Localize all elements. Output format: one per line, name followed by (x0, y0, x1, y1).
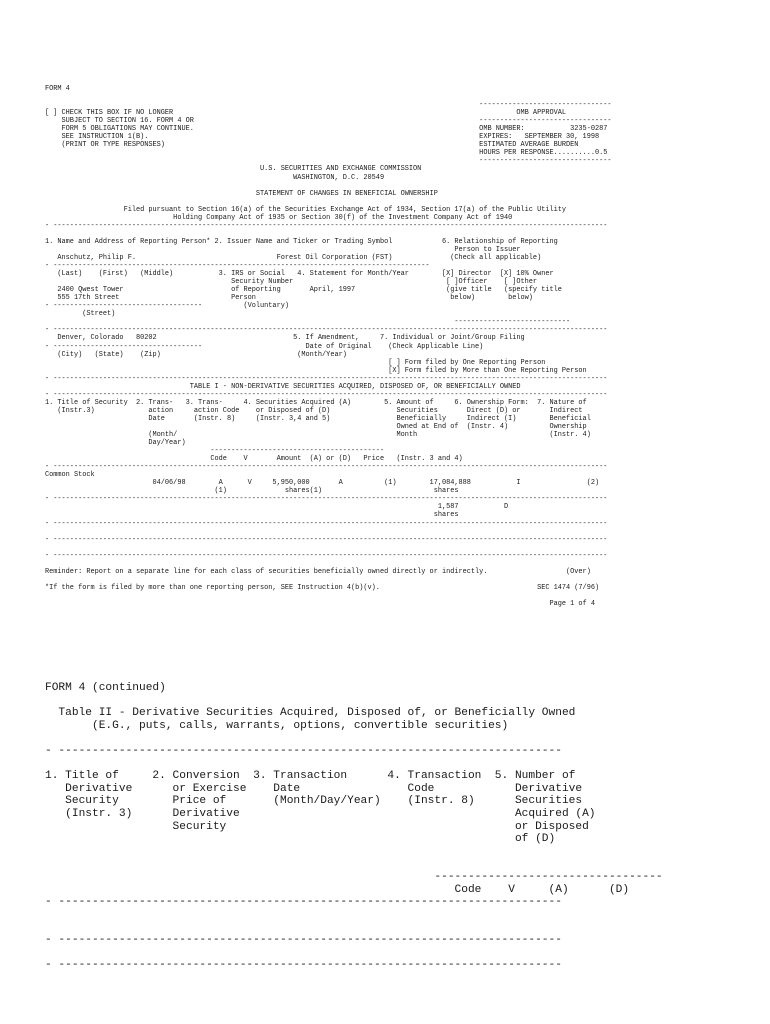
form4-page-1: FORM 4 -------------------------------- [ ] CHECK THIS BOX IF NO LONGER OMB APPROVAL SUBJECT TO SECTION 16. FORM 4 OR -------------------------------- FORM 5 OBLIGATIONS MAY CONTINUE. OMB NUMBER: 3235-0287 SEE INSTRUCTION 1(B). EXPIRES: SEPTEMBER 30, 1998 (PRINT OR TYPE RESPONSES) ESTIMATED AVERAGE BURDEN HOURS PER RESPONSE..........0.5 -------------------------------- U.S. SECURITIES AND EXCHANGE COMMISSION WASHINGTON, D.C. 20549 STATEMENT OF CHANGES IN BENEFICIAL OWNERSHIP Filed pursuant to Section 16(a) of the Securities Exchange Act of 1934, Section 17(a) of the Public Utility Holding Company Act of 1935 or Section 30(f) of the Investment Company Act of 1940 - -------------------------------------------------------------------------------------------------------------------------------------- 1. Name and Address of Reporting Person* 2. Issuer Name and Ticker or Trading Symbol 6. Relationship of Reporting Person to Issuer Anschutz, Philip F. Forest Oil Corporation (FST) (Check all applicable) - ------------------------------------------------------------------------------------------- (Last) (First) (Middle) 3. IRS or Social 4. Statement for Month/Year [X] Director [X] 10% Owner Security Number [ ]Officer [ ]Other 2400 Qwest Tower of Reporting April, 1997 (give title (specify title 555 17th Street Person below) below) - ------------------------------------ (Voluntary) (Street) ---------------------------- - -------------------------------------------------------------------------------------------------------------------------------------- Denver, Colorado 80202 5. If Amendment, 7. Individual or Joint/Group Filing - ------------------------------------ Date of Original (Check Applicable Line) (City) (State) (Zip) (Month/Year) [ ] Form filed by One Reporting Person [X] Form filed by More than One Reporting Person - -------------------------------------------------------------------------------------------------------------------------------------- TABLE I - NON-DERIVATIVE SECURITIES ACQUIRED, DISPOSED OF, OR BENEFICIALLY OWNED - -------------------------------------------------------------------------------------------------------------------------------------- 1. Title of Security 2. Trans- 3. Trans- 4. Securities Acquired (A) 5. Amount of 6. Ownership Form: 7. Nature of (Instr.3) action action Code or Disposed of (D) Securities Direct (D) or Indirect Date (Instr. 8) (Instr. 3,4 and 5) Beneficially Indirect (I) Beneficial Owned at End of (Instr. 4) Ownership (Month/ Month (Instr. 4) Day/Year) ------------------------------------------ Code V Amount (A) or (D) Price (Instr. 3 and 4) - -------------------------------------------------------------------------------------------------------------------------------------- Common Stock 04/06/98 A V 5,950,000 A (1) 17,084,888 I (2) (1) shares(1) shares - -------------------------------------------------------------------------------------------------------------------------------------- 1,587 D shares - -------------------------------------------------------------------------------------------------------------------------------------- - -------------------------------------------------------------------------------------------------------------------------------------- - -------------------------------------------------------------------------------------------------------------------------------------- Reminder: Report on a separate line for each class of securities beneficially owned directly or indirectly. (Over) *If the form is filed by more than one reporting person, SEE Instruction 4(b)(v). SEC 1474 (7/96) Page 1 of 4 (45, 85, 612, 608)
form4-continued-table-2: FORM 4 (continued) Table II - Derivative Securities Acquired, Disposed of, or Beneficially Owned (E.G., puts, calls, warrants, options, convertible securities) - --------------------------------------------------------------------------- 1. Title of 2. Conversion 3. Transaction 4. Transaction 5. Number of Derivative or Exercise Date Code Derivative Security Price of (Month/Day/Year) (Instr. 8) Securities (Instr. 3) Derivative Acquired (A) Security or Disposed of (D) ---------------------------------- Code V (A) (D) - --------------------------------------------------------------------------- - --------------------------------------------------------------------------- - --------------------------------------------------------------------------- (45, 682, 663, 972)
